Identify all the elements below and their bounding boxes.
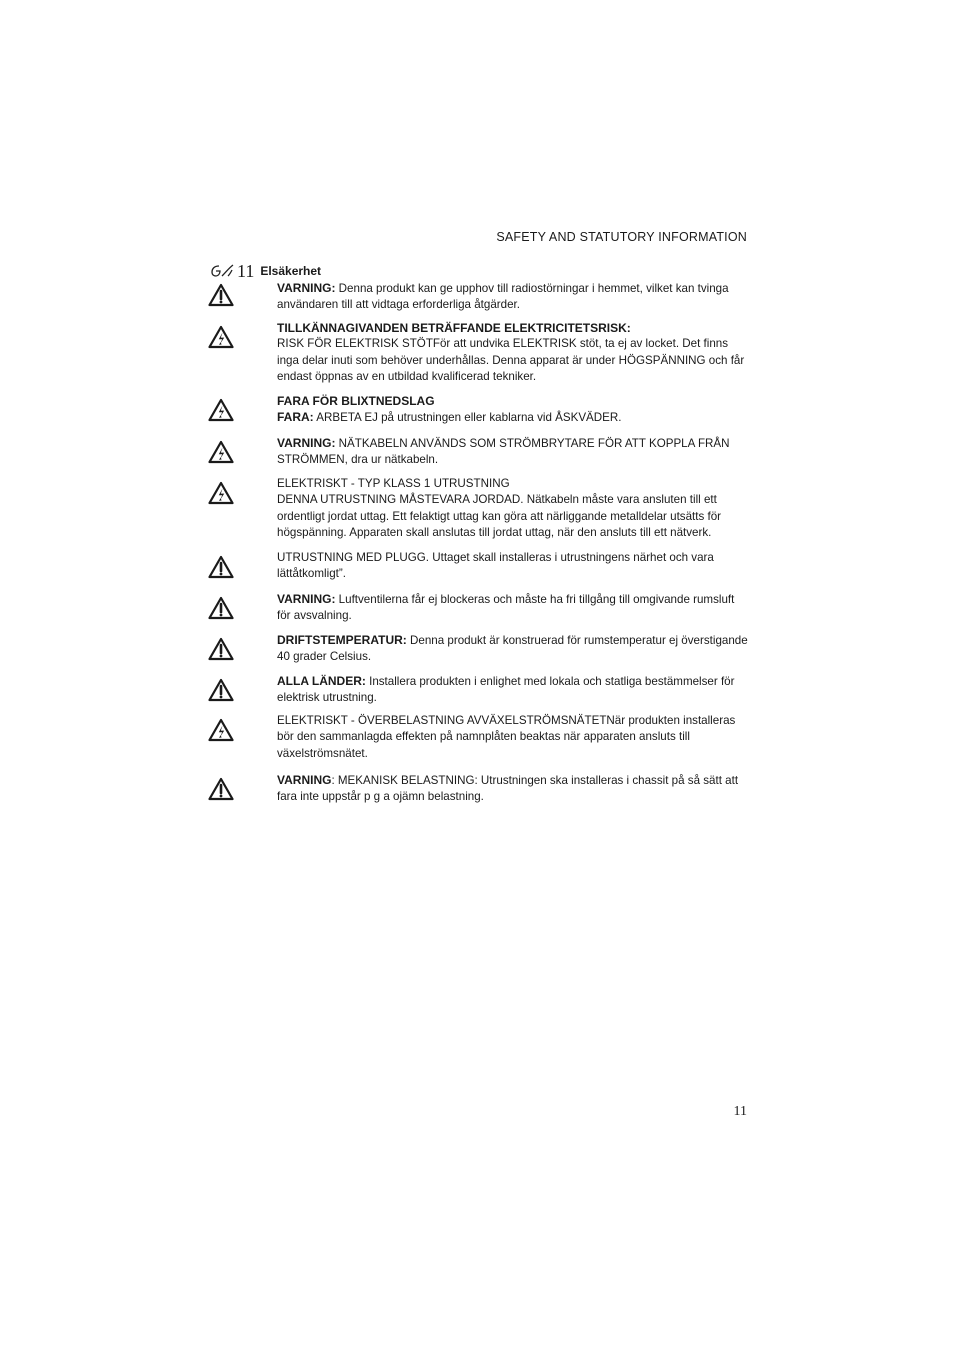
item-text bbox=[277, 435, 749, 469]
item-text bbox=[277, 280, 749, 314]
warning-icon bbox=[208, 283, 234, 307]
electric-hazard-icon bbox=[208, 398, 234, 422]
item-body bbox=[277, 713, 749, 762]
section-number: 11 bbox=[237, 261, 255, 281]
item-text bbox=[277, 713, 749, 762]
item-title: FARA FÖR BLIXTNEDSLAG bbox=[277, 394, 435, 408]
item-body bbox=[277, 435, 749, 469]
item-body bbox=[277, 409, 749, 426]
item-label: DRIFTSTEMPERATUR: bbox=[277, 633, 407, 647]
item-text bbox=[277, 476, 749, 541]
page-number: 11 bbox=[733, 1104, 747, 1119]
item-label: VARNING: bbox=[277, 281, 336, 295]
item-description: ELEKTRISKT - TYP KLASS 1 UTRUSTNING DENNA UTRUSTNING MÅSTEVARA JORDAD. Nätkabeln måste vara ansluten till ett ordentligt jordat uttag. Ett felaktigt uttag kan göra att närliggande metalldelar utsätts för högspänning. Apparaten skall anslutas till jordat uttag, när den ansluts till ett nätverk. bbox=[277, 477, 722, 539]
item-title: TILLKÄNNAGIVANDEN BETRÄFFANDE ELEKTRICITETSRISK: bbox=[277, 321, 631, 335]
item-description: Installera produkten i enlighet med lokala och statliga bestämmelser för elektrisk utrustning. bbox=[277, 675, 735, 705]
warning-icon bbox=[208, 777, 234, 801]
item-label: ALLA LÄNDER: bbox=[277, 674, 366, 688]
item-body bbox=[277, 280, 749, 314]
item-body bbox=[277, 772, 749, 806]
item-body bbox=[277, 591, 749, 625]
electric-hazard-icon bbox=[208, 440, 234, 464]
item-text bbox=[277, 393, 749, 427]
item-text bbox=[277, 591, 749, 625]
warning-icon bbox=[208, 555, 234, 579]
language-icon bbox=[210, 263, 236, 279]
item-description: RISK FÖR ELEKTRISK STÖTFör att undvika ELEKTRISK stöt, ta ej av locket. Det finns inga delar inuti som behöver underhållas. Denna apparat är under HÖGSPÄNNING och får endast öppnas av en utbildad kvalificerad tekniker. bbox=[277, 337, 745, 383]
item-description: Luftventilerna får ej blockeras och måste ha fri tillgång till omgivande rumsluft för avsvalning. bbox=[277, 593, 735, 623]
item-body bbox=[277, 476, 749, 541]
item-description: Denna produkt är konstruerad för rumstemperatur ej överstigande 40 grader Celsius. bbox=[277, 634, 748, 664]
warning-icon bbox=[208, 678, 234, 702]
item-body bbox=[277, 673, 749, 707]
item-description: ELEKTRISKT - ÖVERBELASTNING AVVÄXELSTRÖMSNÄTETNär produkten installeras bör den sammanlagda effekten på namnplåten beaktas när apparaten ansluts till växelströmsnätet. bbox=[277, 714, 736, 760]
electric-hazard-icon bbox=[208, 718, 234, 742]
section-title: Elsäkerhet bbox=[260, 264, 322, 278]
item-label: VARNING: bbox=[277, 592, 336, 606]
item-description: UTRUSTNING MED PLUGG. Uttaget skall installeras i utrustningens närhet och vara lättåtkomligt”. bbox=[277, 551, 714, 581]
item-text bbox=[277, 632, 749, 666]
item-description: : MEKANISK BELASTNING: Utrustningen ska installeras i chassit på så sätt att fara inte uppstår p g a ojämn belastning. bbox=[277, 774, 739, 804]
item-body bbox=[277, 336, 749, 385]
item-text bbox=[277, 550, 749, 583]
item-text bbox=[277, 320, 749, 385]
item-label: FARA: bbox=[277, 410, 314, 425]
item-body bbox=[277, 550, 749, 583]
warning-icon bbox=[208, 596, 234, 620]
item-label: VARNING bbox=[277, 773, 332, 787]
warning-icon bbox=[208, 637, 234, 661]
item-text bbox=[277, 673, 749, 707]
section-heading bbox=[210, 260, 321, 282]
item-text bbox=[277, 772, 749, 806]
electric-hazard-icon bbox=[208, 325, 234, 349]
electric-hazard-icon bbox=[208, 481, 234, 505]
item-body bbox=[277, 632, 749, 666]
item-description: NÄTKABELN ANVÄNDS SOM STRÖMBRYTARE FÖR ATT KOPPLA FRÅN STRÖMMEN, dra ur nätkabeln. bbox=[277, 437, 730, 467]
item-description: ARBETA EJ på utrustningen eller kablarna vid ÅSKVÄDER. bbox=[313, 411, 622, 425]
item-description: Denna produkt kan ge upphov till radiostörningar i hemmet, vilket kan tvinga användaren till att vidtaga erforderliga åtgärder. bbox=[277, 282, 729, 312]
page-header: SAFETY AND STATUTORY INFORMATION bbox=[496, 230, 747, 244]
item-label: VARNING: bbox=[277, 436, 336, 450]
